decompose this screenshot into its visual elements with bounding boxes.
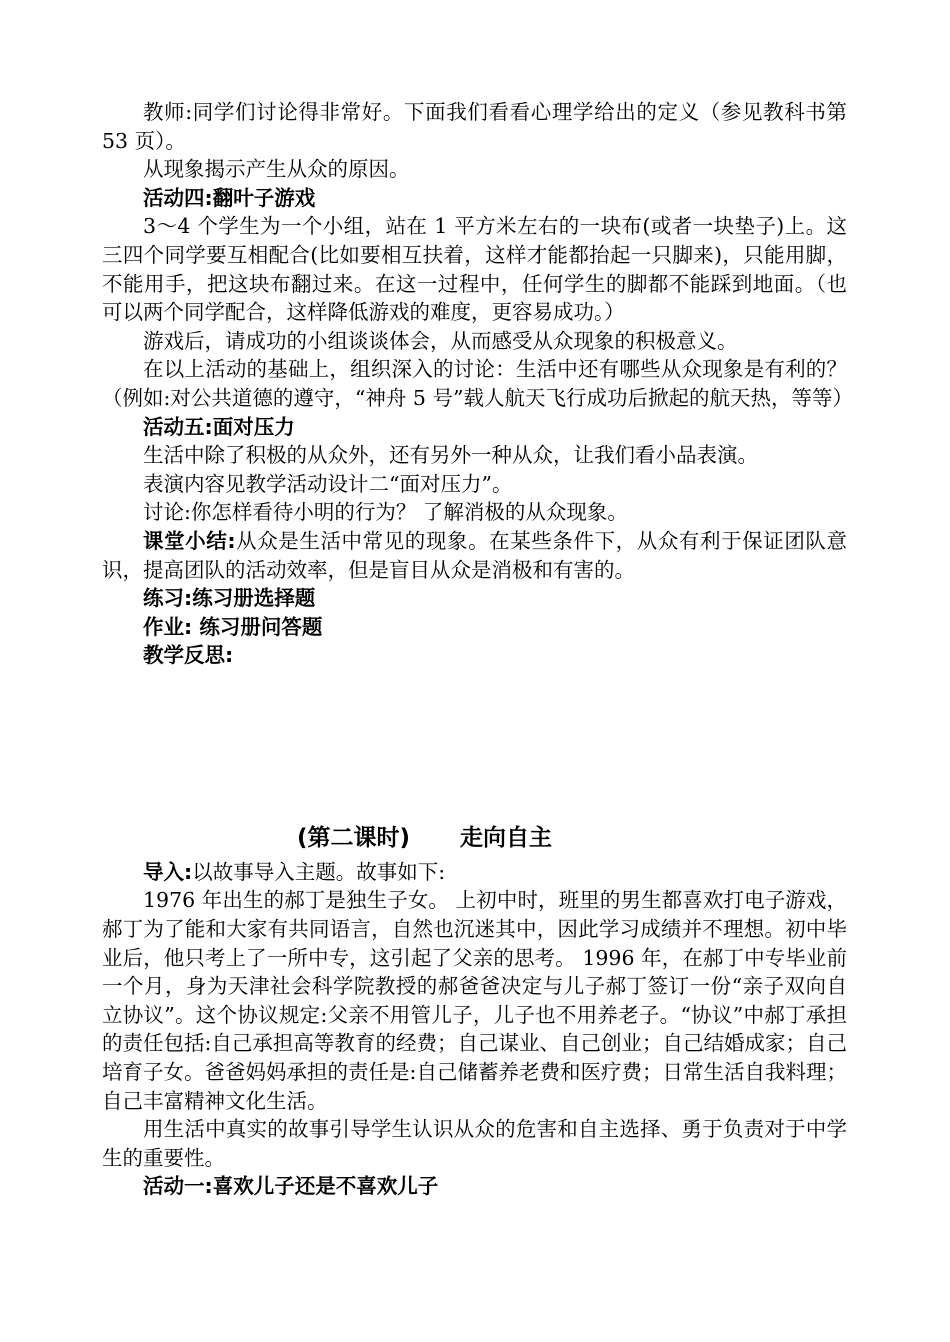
story-purpose-paragraph: 用生活中真实的故事引导学生认识从众的危害和自主选择、勇于负责对于中学生的重要性。 bbox=[102, 1117, 847, 1170]
blank-space bbox=[102, 670, 847, 820]
intro-label: 导入: bbox=[143, 859, 193, 884]
practice-heading: 练习:练习册选择题 bbox=[143, 586, 316, 611]
class-summary-paragraph bbox=[102, 527, 847, 584]
teacher-definition-paragraph: 教师:同学们讨论得非常好。下面我们看看心理学给出的定义（参见教科书第 53 页）。 bbox=[102, 100, 847, 153]
xiaoming-discussion-paragraph: 讨论:你怎样看待小明的行为？ 了解消极的从众现象。 bbox=[143, 500, 628, 525]
document-page bbox=[102, 98, 853, 1201]
intro-paragraph bbox=[102, 858, 847, 887]
intro-text: 以故事导入主题。故事如下: bbox=[192, 859, 446, 884]
game-reflection-paragraph: 游戏后，请成功的小组谈谈体会，从而感受从众现象的积极意义。 bbox=[143, 328, 738, 353]
activity-five-heading: 活动五:面对压力 bbox=[143, 414, 295, 439]
lesson-title bbox=[102, 820, 847, 856]
lesson-number: (第二课时) bbox=[297, 824, 411, 851]
reflection-heading: 教学反思: bbox=[143, 643, 234, 668]
summary-label: 课堂小结: bbox=[143, 528, 236, 553]
lesson-topic: 走向自主 bbox=[460, 824, 553, 851]
homework-heading: 作业: 练习册问答题 bbox=[143, 614, 323, 639]
summary-text: 从众是生活中常见的现象。在某些条件下，从众有利于保证团队意识，提高团队的活动效率，但是盲目从众是消极和有害的。 bbox=[102, 528, 848, 582]
activity-four-heading: 活动四:翻叶子游戏 bbox=[143, 185, 316, 210]
story-paragraph: 1976 年出生的郝丁是独生子女。 上初中时，班里的男生都喜欢打电子游戏，郝丁为了能和大家有共同语言，自然也沉迷其中，因此学习成绩并不理想。初中毕业后，他只考上了一所中专，这引起了父亲的思考。 1996 年，在郝丁中专毕业前一个月，身为天津社会科学院教授的郝爸爸决定与儿子郝丁签订一份“亲子双向自立协议”。这个协议规定:父亲不用管儿子，儿子也不用养老子。“协议”中郝丁承担的责任包括:自己承担高等教育的经费；自己谋业、自己创业；自己结婚成家；自己培育子女。爸爸妈妈承担的责任是:自己储蓄养老费和医疗费；日常生活自我料理；自己丰富精神文化生活。 bbox=[102, 888, 847, 1113]
discussion-paragraph: 在以上活动的基础上，组织深入的讨论：生活中还有哪些从众现象是有利的？（例如:对公共道德的遵守，“神舟 5 号”载人航天飞行成功后掀起的航天热，等等） bbox=[102, 357, 853, 410]
leaf-game-paragraph: 3～4 个学生为一个小组，站在 1 平方米左右的一块布(或者一块垫子)上。这三四个同学要互相配合(比如要相互扶着，这样才能都抬起一只脚来)，只能用脚，不能用手，把这块布翻过来。在这一过程中，任何学生的脚都不能踩到地面。（也可以两个同学配合，这样降低游戏的难度，更容易成功。） bbox=[102, 214, 847, 325]
cause-paragraph: 从现象揭示产生从众的原因。 bbox=[143, 157, 410, 182]
negative-conformity-paragraph: 生活中除了积极的从众外，还有另外一种从众，让我们看小品表演。 bbox=[143, 443, 758, 468]
performance-paragraph: 表演内容见教学活动设计二“面对压力”。 bbox=[143, 471, 513, 496]
activity-one-heading: 活动一:喜欢儿子还是不喜欢儿子 bbox=[143, 1174, 439, 1199]
